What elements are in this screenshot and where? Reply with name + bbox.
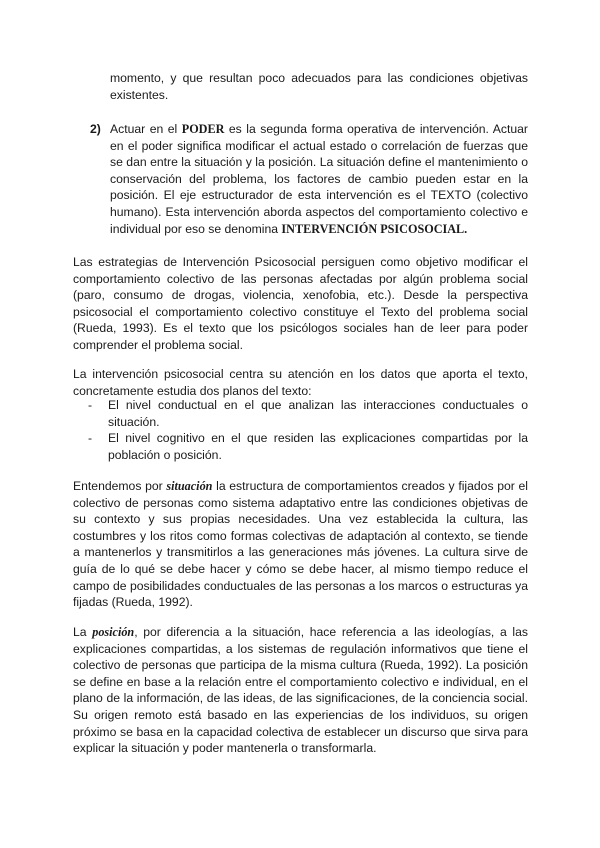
paragraph-4-text — [73, 624, 528, 757]
list-number: 2) — [90, 122, 101, 136]
list-item-2-text — [110, 121, 528, 237]
term-situacion: situación — [166, 479, 213, 493]
term-posicion: posición — [92, 625, 135, 639]
bullet-marker: - — [88, 431, 93, 446]
bullet-text: El nivel cognitivo en el que residen las explicaciones compartidas por la población o posición. — [108, 431, 528, 462]
term-intervencion-psicosocial: INTERVENCIÓN PSICOSOCIAL. — [281, 221, 468, 236]
bullet-item-cognitivo — [88, 430, 528, 463]
paragraph-2-text: La intervención psicosocial centra su atención en los datos que aporta el texto, concretamente estudia dos planos del texto: — [73, 367, 528, 398]
item2-text-b: es la segunda forma operativa de intervención. Actuar en el poder significa modificar el actual estado o correlación de fuerzas que se dan entre la situación y la posición. La situación define el mantenimiento o conservación del problema, los factores de cambio pueden estar en la posición. El eje estructurador de esta intervención es el TEXTO (colectivo humano). Esta intervención aborda aspectos del comportamiento colectivo e individual por eso se denomina — [110, 122, 528, 236]
list-item-continuation — [110, 70, 528, 103]
para3-text-a: Entendemos por — [73, 479, 167, 493]
bullet-text: El nivel conductual en el que analizan las interacciones conductuales o situación. — [108, 398, 528, 429]
paragraph-3-text — [73, 478, 528, 611]
bullet-list — [88, 397, 528, 463]
para4-text-a: La — [73, 625, 93, 639]
paragraph-estrategias — [73, 254, 528, 354]
para3-text-b: la estructura de comportamientos creados y fijados por el colectivo de personas como sistema adaptativo entre las condiciones objetivas de su contexto y sus propias necesidades. Una vez establecida la cultura, las costumbres y los ritos como formas colectivas de adaptación al contexto, se tiende a mantenerlos y transmitirlos a las generaciones más jóvenes. La cultura sirve de guía de lo qué se debe hacer y cómo se debe hacer, al mismo tiempo reduce el campo de posibilidades conductuales de las personas a los marcos o estructuras ya fijadas (Rueda, 1992). — [73, 479, 528, 610]
paragraph-1-text: Las estrategias de Intervención Psicosocial persiguen como objetivo modificar el comportamiento colectivo de las personas afectadas por algún problema social (paro, consumo de drogas, violencia, xenofobia, etc.). Desde la perspectiva psicosocial el comportamiento colectivo constituye el Texto del problema social (Rueda, 1993). Es el texto que los psicólogos sociales han de leer para poder comprender el problema social. — [73, 255, 528, 352]
bullet-item-conductual — [88, 397, 528, 430]
continuation-text: momento, y que resultan poco adecuados para las condiciones objetivas existentes. — [110, 71, 528, 102]
paragraph-intervencion — [73, 366, 528, 399]
para4-text-b: , por diferencia a la situación, hace referencia a las ideologías, a las explicaciones compartidas, a los sistemas de regulación informativos que tiene el colectivo de personas que participa de la misma cultura (Rueda, 1992). La posición se define en base a la relación entre el comportamiento colectivo e individual, en el plano de la información, de las ideas, de las significaciones, de la conciencia social. Su origen remoto está basado en las experiencias de los individuos, su origen próximo se basa en la capacidad colectiva de establecer un discurso que sirva para explicar la situación y poder mantenerla o transformarla. — [73, 625, 528, 756]
paragraph-situacion — [73, 478, 528, 611]
item2-text-a: Actuar en el — [110, 122, 182, 136]
paragraph-posicion — [73, 624, 528, 757]
bullet-marker: - — [88, 398, 93, 412]
list-item-2 — [90, 121, 528, 237]
term-poder: PODER — [181, 122, 225, 136]
